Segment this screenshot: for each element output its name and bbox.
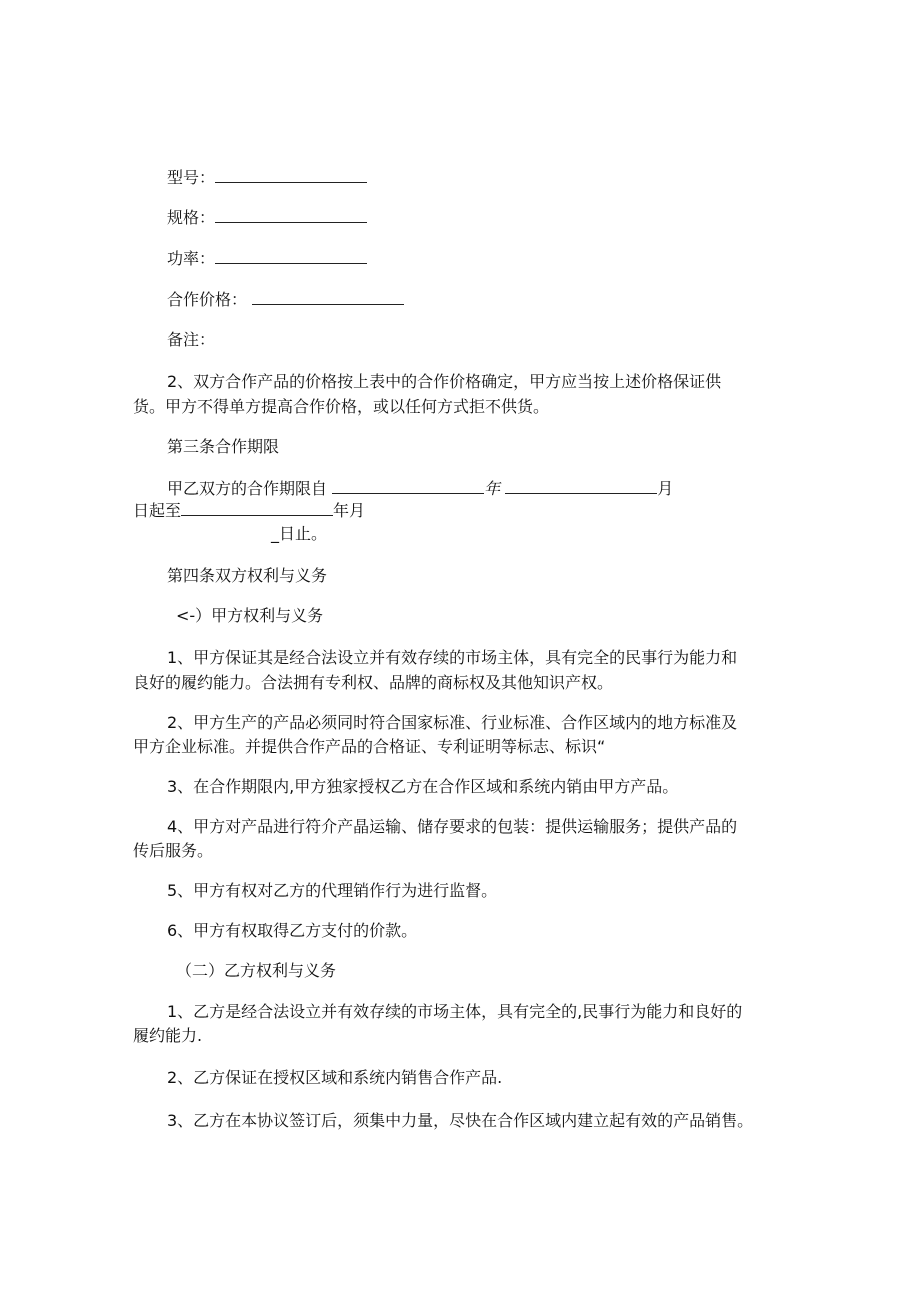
party-b-section-title: （二）乙方权利与义务 xyxy=(176,961,337,980)
article3-title: 第三条合作期限 xyxy=(167,437,280,456)
term-line2 xyxy=(133,499,365,522)
term-month-blank xyxy=(505,477,657,494)
price-field xyxy=(167,288,404,311)
party-a-item5: 5、甲方有权对乙方的代理销作行为进行监督。 xyxy=(167,881,498,900)
spec-label: 规格： xyxy=(167,208,216,227)
term-until-text: 日起至 xyxy=(133,501,182,520)
party-b-item3: 3、乙方在本协议签订后，须集中力量，尽快在合作区域内建立起有效的产品销售。 xyxy=(167,1111,754,1130)
term-line1 xyxy=(167,477,673,500)
party-a-item3: 3、在合作期限内,甲方独家授权乙方在合作区域和系统内销由甲方产品。 xyxy=(167,777,679,796)
model-label: 型号： xyxy=(167,168,216,187)
term-month-text: 月 xyxy=(657,479,674,498)
power-label: 功率： xyxy=(167,249,216,268)
price-paragraph-line2: 货。甲方不得单方提高合作价格，或以任何方式拒不供货。 xyxy=(133,397,550,416)
party-b-item1-line1: 1、乙方是经合法设立并有效存续的市场主体，具有完全的,民事行为能力和良好的 xyxy=(167,1002,743,1021)
power-blank xyxy=(215,247,367,264)
model-blank xyxy=(215,166,367,183)
term-year-blank xyxy=(332,477,484,494)
party-a-item2-line2: 甲方企业标准。并提供合作产品的合格证、专利证明等标志、标识“ xyxy=(133,737,606,756)
price-label: 合作价格： xyxy=(167,290,248,309)
term-year-text: 年 xyxy=(484,479,501,498)
price-blank xyxy=(252,288,404,305)
note-label: 备注： xyxy=(167,330,216,349)
term-start-text: 甲乙双方的合作期限自 xyxy=(167,479,328,498)
party-a-item4-line2: 传后服务。 xyxy=(133,841,214,860)
article4-title: 第四条双方权利与义务 xyxy=(167,566,328,585)
model-field xyxy=(167,166,367,189)
party-a-section-title: <-）甲方权利与义务 xyxy=(176,606,324,625)
power-field xyxy=(167,247,367,270)
party-a-item6: 6、甲方有权取得乙方支付的价款。 xyxy=(167,921,418,940)
price-paragraph-line1: 2、双方合作产品的价格按上表中的合作价格确定，甲方应当按上述价格保证供 xyxy=(167,372,722,391)
spec-field xyxy=(167,206,367,229)
party-a-item1-line2: 良好的履约能力。合法拥有专利权、品牌的商标权及其他知识产权。 xyxy=(133,673,614,692)
party-a-item4-line1: 4、甲方对产品进行符介产晶运输、储存要求的包装：提供运输服务；提供产品的 xyxy=(167,817,738,836)
term-end-blank xyxy=(181,499,333,516)
party-b-item1-line2: 履约能力. xyxy=(133,1026,203,1045)
party-a-item2-line1: 2、甲方生产的产品必须同时符合国家标准、行业标准、合作区域内的地方标准及 xyxy=(167,713,738,732)
party-a-item1-line1: 1、甲方保证其是经合法设立并有效存续的市场主体，具有完全的民事行为能力和 xyxy=(167,648,738,667)
term-line3: _日止。 xyxy=(271,524,328,543)
party-b-item2: 2、乙方保证在授权区域和系统内销售合作产品. xyxy=(167,1068,503,1087)
term-end-yearmonth: 年月 xyxy=(333,501,366,520)
spec-blank xyxy=(215,206,367,223)
